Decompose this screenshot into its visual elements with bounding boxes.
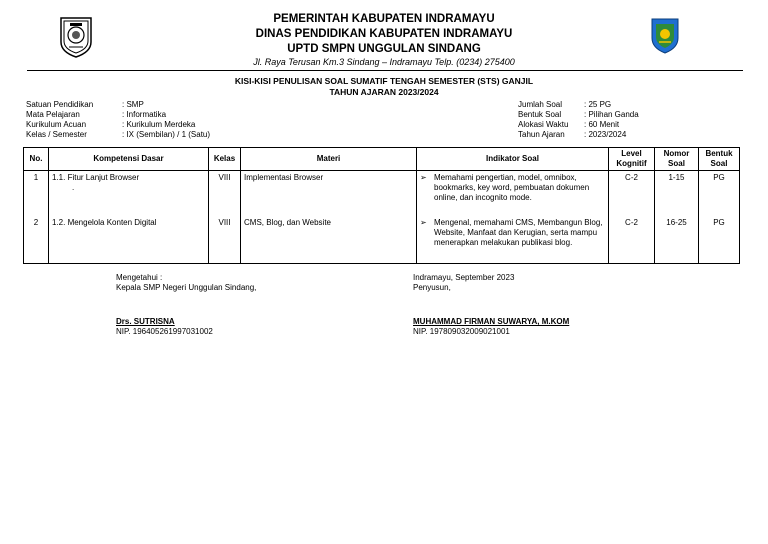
signature-right <box>413 273 569 337</box>
kd-text: 1.1. Fitur Lanjut Browser <box>52 173 140 182</box>
col-header-kd: Kompetensi Dasar <box>49 148 209 171</box>
cell-bentuk: PG <box>699 171 740 216</box>
cell-nomor: 16-25 <box>655 216 699 264</box>
sig-right-nip: NIP. 197809032009021001 <box>413 327 510 336</box>
header-line-3: UPTD SMPN UNGGULAN SINDANG <box>287 43 481 55</box>
col-header-kelas: Kelas <box>209 148 241 171</box>
cell-level: C-2 <box>609 171 655 216</box>
col-header-bentuk: Bentuk Soal <box>699 148 740 171</box>
info-row: Mata Pelajaran : Informatika <box>26 110 167 119</box>
info-row: Kelas / Semester : IX (Sembilan) / 1 (Satu) <box>26 130 211 139</box>
kisi-kisi-table <box>23 147 740 264</box>
cell-kelas: VIII <box>209 171 241 216</box>
info-row: Bentuk Soal : Pilihan Ganda <box>518 110 639 119</box>
header-line-1: PEMERINTAH KABUPATEN INDRAMAYU <box>273 13 495 25</box>
cell-indikator <box>417 171 609 216</box>
sig-left-line-1: Mengetahui : <box>116 273 163 282</box>
cell-no: 1 <box>24 171 49 216</box>
col-header-nomor: Nomor Soal <box>655 148 699 171</box>
sig-left-nip: NIP. 196405261997031002 <box>116 327 213 336</box>
sig-right-name: MUHAMMAD FIRMAN SUWARYA, M.KOM <box>413 317 570 326</box>
cell-bentuk: PG <box>699 216 740 264</box>
cell-materi: CMS, Blog, dan Website <box>241 216 417 264</box>
info-row: Jumlah Soal : 25 PG <box>518 100 612 109</box>
cell-kelas: VIII <box>209 216 241 264</box>
header-line-2: DINAS PENDIDIKAN KABUPATEN INDRAMAYU <box>255 28 513 40</box>
sig-right-line-2: Penyusun, <box>413 283 451 292</box>
bullet-arrow-icon: ➢ <box>420 173 427 182</box>
table-header-row <box>24 148 740 171</box>
sig-left-line-2: Kepala SMP Negeri Unggulan Sindang, <box>116 283 257 292</box>
table-row <box>24 216 740 264</box>
info-row: Satuan Pendidikan : SMP <box>26 100 144 109</box>
col-header-no: No. <box>24 148 49 171</box>
col-header-level: Level Kognitif <box>609 148 655 171</box>
header-address: Jl. Raya Terusan Km.3 Sindang – Indramayu Telp. (0234) 275400 <box>253 57 515 67</box>
sig-left-name: Drs. SUTRISNA <box>116 317 175 326</box>
info-left <box>26 100 210 140</box>
doc-title-line-2: TAHUN AJARAN 2023/2024 <box>329 87 439 97</box>
indikator-text: Mengenal, memahami CMS, Membangun Blog, Website, Manfaat dan Kerugian, serta mampu menerapkan melakukan publikasi blog. <box>434 217 603 247</box>
header-divider <box>27 70 743 71</box>
info-right <box>518 100 639 140</box>
cell-kd <box>49 216 209 264</box>
info-row: Alokasi Waktu : 60 Menit <box>518 120 620 129</box>
col-header-materi: Materi <box>241 148 417 171</box>
kd-text: 1.2. Mengelola Konten Digital <box>52 217 157 227</box>
doc-title-line-1: KISI-KISI PENULISAN SOAL SUMATIF TENGAH SEMESTER (STS) GANJIL <box>234 76 534 86</box>
cell-no: 2 <box>24 216 49 264</box>
cell-kd <box>49 171 209 216</box>
col-header-indikator: Indikator Soal <box>417 148 609 171</box>
cell-indikator <box>417 216 609 264</box>
cell-nomor: 1-15 <box>655 171 699 216</box>
info-row: Kurikulum Acuan : Kurikulum Merdeka <box>26 120 196 129</box>
info-row: Tahun Ajaran : 2023/2024 <box>518 130 627 139</box>
cell-level: C-2 <box>609 216 655 264</box>
sig-right-line-1: Indramayu, September 2023 <box>413 273 515 282</box>
indikator-text: Memahami pengertian, model, omnibox, bookmarks, key word, pembuatan dokumen online, dan incognito mode. <box>434 173 590 202</box>
bullet-arrow-icon: ➢ <box>420 217 427 227</box>
kd-extra: . <box>72 183 75 192</box>
table-row <box>24 171 740 216</box>
cell-materi: Implementasi Browser <box>241 171 417 216</box>
signature-left <box>116 273 256 337</box>
